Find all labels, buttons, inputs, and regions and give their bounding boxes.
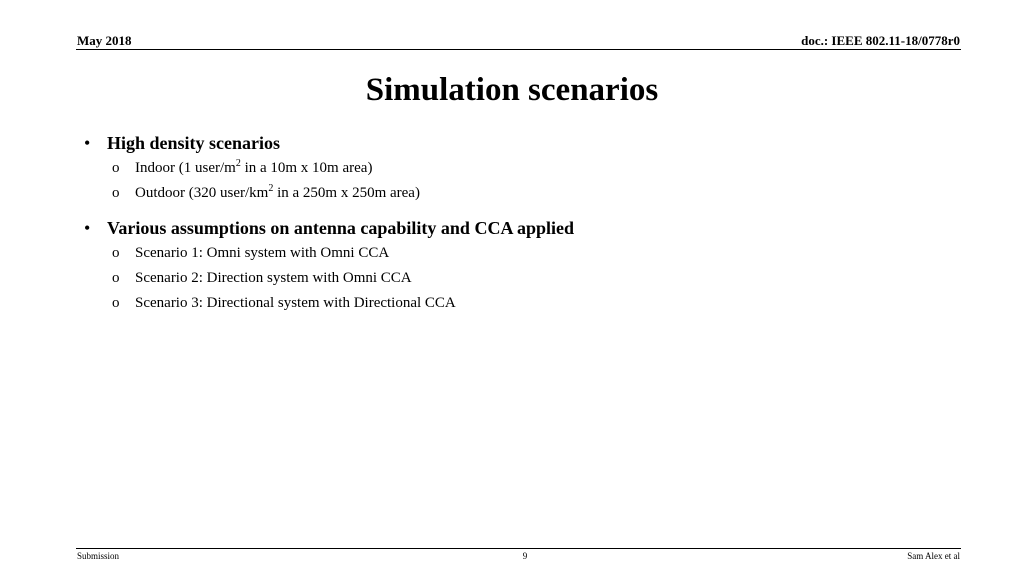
sub-bullet-item [84,156,944,181]
bullet-item [84,215,944,241]
sub-bullet-item [84,291,944,316]
header-doc-id: doc.: IEEE 802.11-18/0778r0 [801,33,960,48]
sub-bullet-marker: o [112,245,120,261]
sub-bullet-item [84,241,944,266]
bullet-text: Various assumptions on antenna capability and CCA applied [107,218,574,238]
slide-title: Simulation scenarios [365,72,659,108]
sub-bullet-text: Indoor (1 user/$m^2$ in a 10m x 10m area) [135,158,373,176]
sub-bullet-item [84,181,944,206]
header-divider [76,49,961,50]
footer-divider [76,548,961,549]
footer-submission: Submission [77,551,120,561]
sub-bullet-item [84,266,944,291]
sub-bullet-text: Scenario 2: Direction system with Omni CCA [135,270,412,286]
page-number: 9 [522,551,528,561]
sub-bullet-marker: o [112,270,120,286]
footer-author: Sam Alex et al [907,551,960,561]
sub-bullet-text: Scenario 1: Omni system with Omni CCA [135,245,390,261]
bullet-list [84,130,944,316]
superscript: 2 [235,158,241,169]
bullet-marker: • [84,133,91,153]
sub-bullet-marker: o [112,185,120,201]
superscript: 2 [268,183,274,194]
sub-bullet-marker: o [112,295,120,311]
sub-bullet-marker: o [112,160,120,176]
sub-bullet-text: Outdoor (320 user/$km^2$ in a 250m x 250m area) [135,183,420,201]
bullet-marker: • [84,218,91,238]
bullet-item [84,130,944,156]
header-date: May 2018 [77,33,132,48]
sub-bullet-text: Scenario 3: Directional system with Directional CCA [135,295,456,311]
bullet-text: High density scenarios [107,133,281,153]
